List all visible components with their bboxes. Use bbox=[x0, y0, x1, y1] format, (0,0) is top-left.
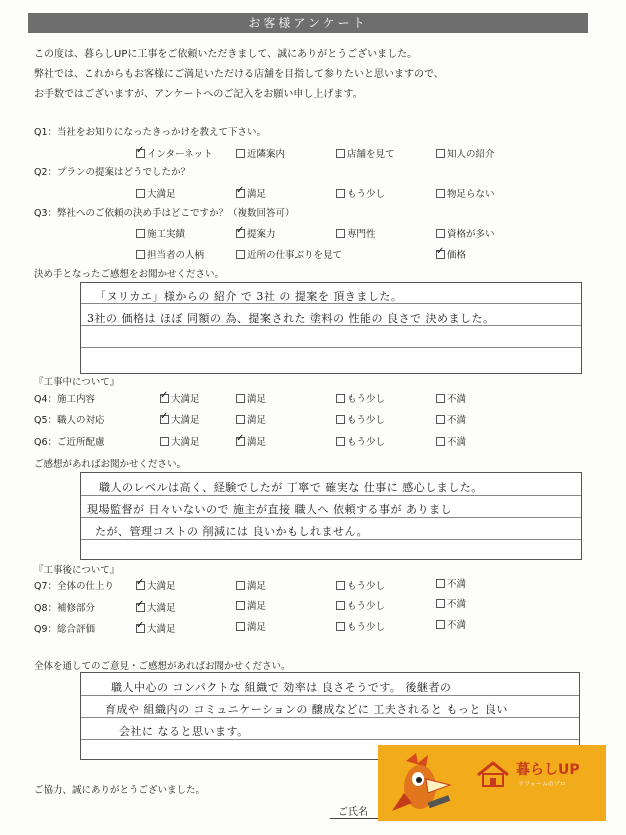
checkbox[interactable] bbox=[160, 415, 169, 424]
q3-option[interactable]: ✓ 提案力 bbox=[236, 226, 276, 240]
handwritten-line: たが、管理コストの 削減には 良いかもしれません。 bbox=[95, 525, 369, 538]
q4-option[interactable]: ✓ 大満足 bbox=[160, 391, 200, 405]
impression2-label: ご感想があればお聞かせください。 bbox=[34, 459, 187, 470]
checkbox[interactable] bbox=[236, 189, 245, 198]
house-icon bbox=[476, 761, 510, 787]
checkbox[interactable] bbox=[336, 581, 345, 590]
q3-option[interactable]: 近所の仕事ぶりを見て bbox=[236, 247, 342, 261]
handwritten-line: 現場監督が 日々いないので 施主が直接 職人へ 依頼する事が ありまし bbox=[87, 503, 452, 516]
checkbox[interactable] bbox=[160, 394, 169, 403]
q4-option[interactable]: もう少し bbox=[336, 391, 385, 405]
q9-option[interactable]: ✓ 大満足 bbox=[136, 621, 176, 635]
q2-label: Q2：プランの提案はどうでしたか？ bbox=[34, 167, 191, 178]
intro-line: この度は、暮らしUPに工事をご依頼いただきまして、誠にありがとうございました。 bbox=[34, 49, 418, 60]
handwritten-line: 育成や 組織内の コミュニケーションの 醸成などに 工夫されると もっと 良い bbox=[105, 703, 508, 716]
q4-option[interactable]: 不満 bbox=[436, 391, 466, 405]
q1-label: Q1：当社をお知りになったきっかけを教えて下さい。 bbox=[34, 127, 267, 138]
checkbox[interactable] bbox=[336, 601, 345, 610]
q8-label: Q8：補修部分 bbox=[34, 603, 96, 614]
mascot-bird-icon bbox=[388, 749, 458, 819]
checkbox[interactable] bbox=[436, 394, 445, 403]
checkbox[interactable] bbox=[336, 394, 345, 403]
brand-tagline: リフォームのプロ bbox=[518, 781, 566, 788]
checkbox[interactable] bbox=[436, 149, 445, 158]
q5-option[interactable]: 満足 bbox=[236, 412, 266, 426]
q6-option[interactable]: 大満足 bbox=[160, 434, 200, 448]
checkbox[interactable] bbox=[336, 149, 345, 158]
checkbox[interactable] bbox=[136, 149, 145, 158]
checkbox[interactable] bbox=[236, 437, 245, 446]
q9-option[interactable]: 不満 bbox=[436, 617, 466, 631]
impression3-label: 全体を通してのご意見・ご感想があればお聞かせください。 bbox=[34, 661, 291, 672]
q8-option[interactable]: ✓ 大満足 bbox=[136, 600, 176, 614]
q7-option[interactable]: 不満 bbox=[436, 576, 466, 590]
q7-option[interactable]: もう少し bbox=[336, 578, 385, 592]
checkbox[interactable] bbox=[336, 415, 345, 424]
checkbox[interactable] bbox=[236, 149, 245, 158]
q1-option[interactable]: 知人の紹介 bbox=[436, 146, 495, 160]
q5-option[interactable]: 不満 bbox=[436, 412, 466, 426]
checkbox[interactable] bbox=[336, 189, 345, 198]
intro-line: お手数ではございますが、アンケートへのご記入をお願い申し上げます。 bbox=[34, 89, 363, 100]
q7-label: Q7：全体の仕上り bbox=[34, 581, 115, 592]
q7-option[interactable]: ✓ 大満足 bbox=[136, 578, 176, 592]
checkbox[interactable] bbox=[236, 581, 245, 590]
checkbox[interactable] bbox=[236, 601, 245, 610]
q1-option[interactable]: ✓インターネット bbox=[136, 146, 213, 160]
checkbox[interactable] bbox=[436, 250, 445, 259]
checkbox[interactable] bbox=[336, 437, 345, 446]
q5-option[interactable]: ✓ 大満足 bbox=[160, 412, 200, 426]
signature-label: ご氏名 bbox=[338, 807, 368, 818]
q4-option[interactable]: 満足 bbox=[236, 391, 266, 405]
q4-label: Q4：施工内容 bbox=[34, 394, 96, 405]
q6-label: Q6：ご近所配慮 bbox=[34, 437, 105, 448]
q6-option[interactable]: ✓ 満足 bbox=[236, 434, 266, 448]
checkbox[interactable] bbox=[136, 250, 145, 259]
q5-label: Q5：職人の対応 bbox=[34, 415, 105, 426]
q3-label: Q3：弊社へのご依頼の決め手はどこですか？（複数回答可） bbox=[34, 208, 295, 219]
q3-option[interactable]: ✓ 価格 bbox=[436, 247, 466, 261]
q8-option[interactable]: 不満 bbox=[436, 596, 466, 610]
company-logo bbox=[378, 745, 606, 821]
checkbox[interactable] bbox=[436, 620, 445, 629]
checkbox[interactable] bbox=[160, 437, 169, 446]
during-heading: 『工事中について』 bbox=[34, 377, 120, 388]
q8-option[interactable]: もう少し bbox=[336, 598, 385, 612]
checkbox[interactable] bbox=[436, 579, 445, 588]
checkbox[interactable] bbox=[136, 229, 145, 238]
checkbox[interactable] bbox=[436, 437, 445, 446]
checkbox[interactable] bbox=[436, 189, 445, 198]
checkbox[interactable] bbox=[436, 599, 445, 608]
checkbox[interactable] bbox=[136, 581, 145, 590]
impression2-box[interactable] bbox=[80, 472, 582, 560]
checkbox[interactable] bbox=[236, 622, 245, 631]
q3-option[interactable]: 施工実績 bbox=[136, 226, 185, 240]
q2-option[interactable]: 大満足 bbox=[136, 186, 176, 200]
intro-line: 弊社では、これからもお客様にご満足いただける店舗を目指して参りたいと思いますので、 bbox=[34, 69, 444, 80]
checkbox[interactable] bbox=[136, 603, 145, 612]
q3-option[interactable]: 担当者の人柄 bbox=[136, 247, 204, 261]
q9-label: Q9：総合評価 bbox=[34, 624, 96, 635]
handwritten-line: 「ヌリカエ」様からの 紹介 で 3社 の 提案を 頂きました。 bbox=[95, 290, 403, 303]
checkbox[interactable] bbox=[336, 622, 345, 631]
checkbox[interactable] bbox=[436, 229, 445, 238]
handwritten-line: 職人のレベルは高く、経験でしたが 丁寧で 確実な 仕事に 感心しました。 bbox=[99, 481, 483, 494]
handwritten-line: 会社に なると思います。 bbox=[119, 725, 249, 738]
after-heading: 『工事後について』 bbox=[34, 565, 120, 576]
q9-option[interactable]: もう少し bbox=[336, 619, 385, 633]
impression1-box[interactable] bbox=[80, 282, 582, 374]
q2-option[interactable]: もう少し bbox=[336, 186, 385, 200]
form-title: お客様アンケート bbox=[28, 13, 588, 33]
thanks-text: ご協力、誠にありがとうございました。 bbox=[34, 785, 206, 796]
checkbox[interactable] bbox=[236, 229, 245, 238]
checkbox[interactable] bbox=[336, 229, 345, 238]
q5-option[interactable]: もう少し bbox=[336, 412, 385, 426]
q3-option[interactable]: 専門性 bbox=[336, 226, 376, 240]
q8-option[interactable]: 満足 bbox=[236, 598, 266, 612]
q3-option[interactable]: 資格が多い bbox=[436, 226, 495, 240]
q7-option[interactable]: 満足 bbox=[236, 578, 266, 592]
handwritten-line: 3社の 価格は ほぼ 同額の 為、提案された 塗料の 性能の 良さで 決めました。 bbox=[87, 312, 495, 325]
q1-option[interactable]: 近隣案内 bbox=[236, 146, 285, 160]
impression1-label: 決め手となったご感想をお聞かせください。 bbox=[34, 269, 225, 280]
checkbox[interactable] bbox=[236, 250, 245, 259]
q1-option[interactable]: 店舗を見て bbox=[336, 146, 395, 160]
handwritten-line: 職人中心の コンパクトな 組織で 効率は 良さそうです。 後継者の bbox=[111, 681, 452, 694]
checkbox[interactable] bbox=[236, 394, 245, 403]
q6-option[interactable]: 不満 bbox=[436, 434, 466, 448]
q9-option[interactable]: 満足 bbox=[236, 619, 266, 633]
brand-name: 暮らしUP bbox=[516, 762, 580, 778]
q2-option[interactable]: ✓ 満足 bbox=[236, 186, 266, 200]
checkbox[interactable] bbox=[136, 189, 145, 198]
checkbox[interactable] bbox=[136, 624, 145, 633]
q6-option[interactable]: もう少し bbox=[336, 434, 385, 448]
q2-option[interactable]: 物足らない bbox=[436, 186, 495, 200]
checkbox[interactable] bbox=[436, 415, 445, 424]
checkbox[interactable] bbox=[236, 415, 245, 424]
